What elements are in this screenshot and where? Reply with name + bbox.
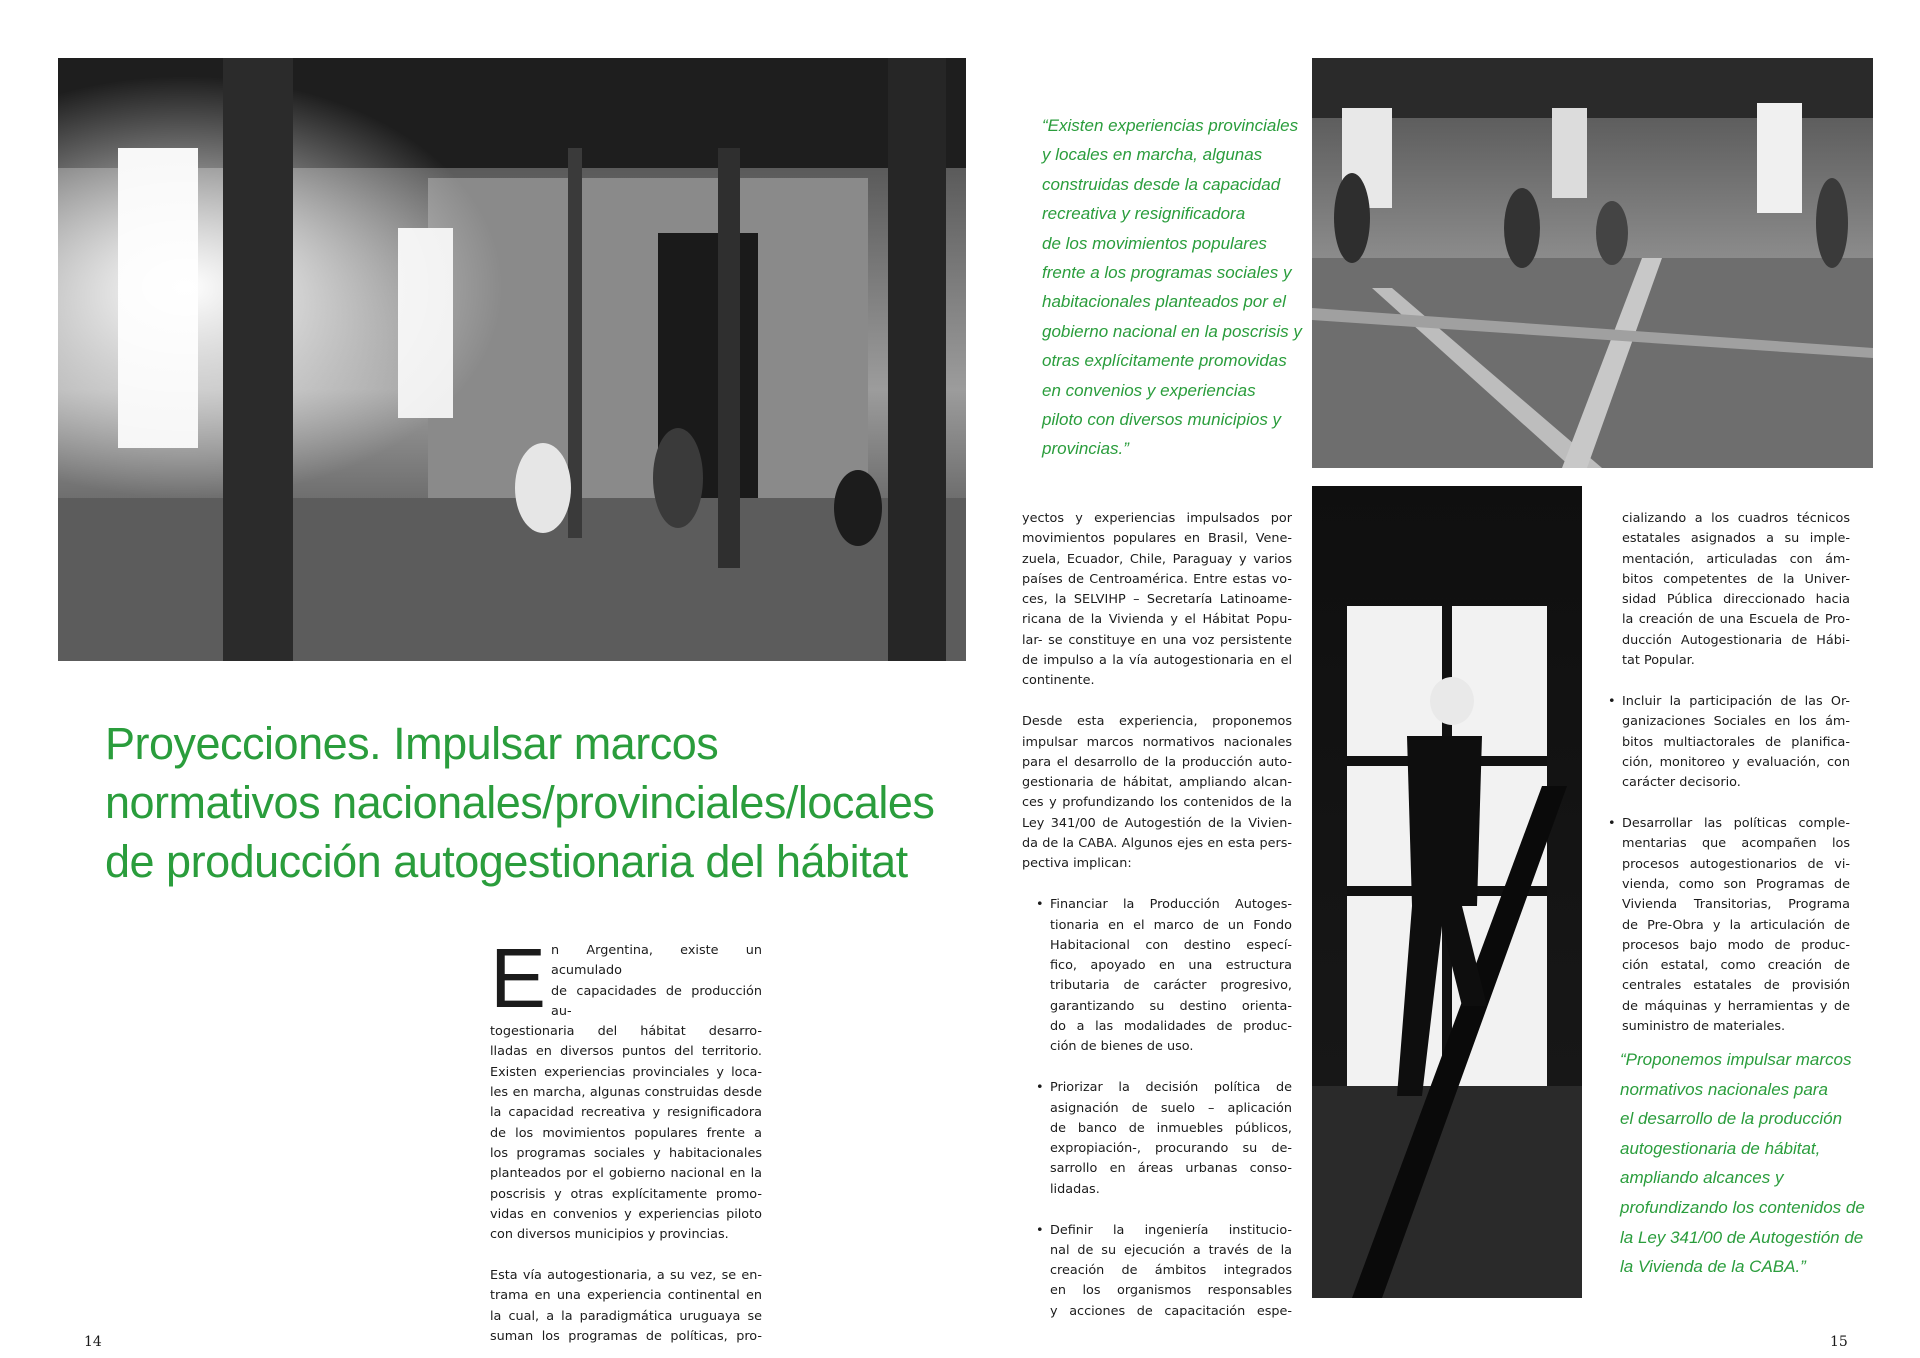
quote-line: provincias.” bbox=[1042, 439, 1129, 459]
text-line: tionaria en el marco de un Fondo bbox=[1050, 917, 1292, 933]
workers-building-floor-photo bbox=[1312, 58, 1873, 468]
text-line: cializando a los cuadros técnicos bbox=[1622, 511, 1850, 526]
text-line: la capacidad recreativa y resignificadora bbox=[490, 1105, 762, 1121]
quote-line: recreativa y resignificadora bbox=[1042, 204, 1246, 224]
text-line: les en marcha, algunas construidas desde bbox=[490, 1085, 762, 1101]
quote-line: “Existen experiencias provinciales bbox=[1042, 116, 1299, 135]
text-line: lar- se constituye en una voz persistente bbox=[1022, 632, 1292, 648]
text-line: • Priorizar la decisión política de bbox=[1036, 1078, 1292, 1098]
text-line: la cual, a la paradigmática uruguaya se bbox=[490, 1308, 762, 1324]
text-line: planteados por el gobierno nacional en la bbox=[490, 1166, 762, 1182]
text-line: n Argentina, existe un acumulado bbox=[551, 943, 762, 979]
center-column bbox=[1022, 509, 1292, 1322]
bullet-item bbox=[1608, 814, 1850, 1037]
page-number-left: 14 bbox=[84, 1334, 102, 1350]
text-line: de los movimientos populares frente a bbox=[490, 1125, 762, 1141]
text-line: y acciones de capacitación espe- bbox=[1050, 1303, 1292, 1319]
text-line: ción, monitoreo y evaluación, con bbox=[1622, 754, 1850, 770]
text-line: • Financiar la Producción Autoges- bbox=[1036, 895, 1292, 915]
text-line: bitos multiactorales de planifica- bbox=[1622, 734, 1850, 750]
bullet-item bbox=[1022, 1078, 1292, 1200]
text-line: movimientos populares en Brasil, Vene- bbox=[1022, 531, 1292, 547]
text-line: togestionaria del hábitat desarro- bbox=[490, 1024, 762, 1040]
text-line: asignación de suelo – aplicación bbox=[1050, 1100, 1292, 1116]
text-line: tributaria de carácter progresivo, bbox=[1050, 978, 1292, 994]
text-line: de máquinas y herramientas y de bbox=[1622, 998, 1850, 1014]
text-line: procesos autogestionarios de vi- bbox=[1622, 856, 1850, 872]
text-line: ganizaciones Sociales en los ám- bbox=[1622, 714, 1850, 730]
text-line: vienda, como son Programas de bbox=[1622, 876, 1850, 892]
text-line: vidas en convenios y experiencias piloto bbox=[490, 1206, 762, 1222]
text-line: la creación de una Escuela de Pro- bbox=[1622, 612, 1850, 628]
quote-line: y locales en marcha, algunas bbox=[1042, 145, 1263, 165]
text-line: pectiva implican: bbox=[1022, 856, 1132, 872]
text-line: lidadas. bbox=[1050, 1181, 1100, 1197]
text-line: Ley 341/00 de Autogestión de la Vivien- bbox=[1022, 815, 1292, 831]
text-line: de capacidades de producción au- bbox=[551, 983, 762, 1019]
text-line: tat Popular. bbox=[1622, 653, 1695, 669]
text-line: ción de bienes de uso. bbox=[1050, 1039, 1194, 1055]
text-line: • Desarrollar las políticas comple- bbox=[1608, 814, 1850, 834]
text-line: ces, la SELVIHP – Secretaría Latinoame- bbox=[1022, 592, 1292, 608]
text-line: países de Centroamérica. Entre estas vo- bbox=[1022, 571, 1292, 587]
text-line: de Pre-Obra y la articulación de bbox=[1622, 917, 1850, 933]
pull-quote-bottom bbox=[1620, 1045, 1865, 1282]
bullet-item bbox=[1608, 692, 1850, 793]
text-line: ción estatal, como creación de bbox=[1622, 958, 1850, 974]
quote-line: la Ley 341/00 de Autogestión de bbox=[1620, 1227, 1864, 1247]
text-line: lladas en diversos puntos del territorio. bbox=[490, 1044, 762, 1060]
text-line: mentarias que acompañen los bbox=[1622, 836, 1850, 852]
text-line: Habitacional con destino especí- bbox=[1050, 937, 1292, 953]
quote-line: en convenios y experiencias bbox=[1042, 380, 1256, 400]
text-line: continente. bbox=[1022, 673, 1095, 689]
text-line: fico, apoyado en una estructura bbox=[1050, 958, 1292, 974]
quote-line: profundizando los contenidos de bbox=[1620, 1197, 1865, 1217]
quote-line: ampliando alcances y bbox=[1620, 1168, 1784, 1188]
text-line: poscrisis y otras explícitamente promo- bbox=[490, 1186, 762, 1202]
page-number-right: 15 bbox=[1830, 1334, 1848, 1350]
quote-line: piloto con diversos municipios y bbox=[1042, 410, 1282, 430]
text-line: gestionaria de hábitat, ampliando alcan- bbox=[1022, 775, 1292, 791]
text-line: ricana de la Vivienda y el Hábitat Popu- bbox=[1022, 612, 1292, 628]
text-line: ces y profundizando los contenidos de la bbox=[1022, 795, 1292, 811]
worker-climbing-ladder-photo bbox=[1312, 486, 1582, 1298]
heading-line: Proyecciones. Impulsar marcos bbox=[105, 718, 719, 769]
quote-line: gobierno nacional en la poscrisis y bbox=[1042, 321, 1302, 341]
intro-first-lines bbox=[490, 931, 762, 1042]
text-line: carácter decisorio. bbox=[1622, 775, 1741, 791]
factory-interior-workers-photo bbox=[58, 58, 966, 661]
text-line: • Definir la ingeniería institucio- bbox=[1036, 1221, 1292, 1241]
text-line: mentación, articuladas con ám- bbox=[1622, 551, 1850, 567]
right-column bbox=[1608, 509, 1850, 1037]
text-line: de banco de inmuebles públicos, bbox=[1050, 1120, 1292, 1136]
continued-bullet bbox=[1608, 509, 1850, 671]
text-line: con diversos municipios y provincias. bbox=[490, 1227, 729, 1243]
text-line: zuela, Ecuador, Chile, Paraguay y varios bbox=[1022, 551, 1292, 567]
quote-line: otras explícitamente promovidas bbox=[1042, 351, 1287, 371]
quote-line: “Proponemos impulsar marcos bbox=[1620, 1050, 1852, 1069]
text-line: sidad Pública direccionado hacia bbox=[1622, 592, 1850, 608]
bullet-item bbox=[1022, 895, 1292, 1057]
quote-line: frente a los programas sociales y bbox=[1042, 263, 1292, 283]
text-line: estatales asignados a su imple- bbox=[1622, 531, 1850, 547]
text-line: los programas sociales y habitacionales bbox=[490, 1145, 762, 1161]
text-line: sarrollo en áreas urbanas conso- bbox=[1050, 1161, 1292, 1177]
text-line: expropiación-, procurando su de- bbox=[1050, 1141, 1292, 1157]
text-line: creación de ámbitos integrados bbox=[1050, 1263, 1292, 1279]
pull-quote-top bbox=[1042, 111, 1302, 464]
text-line: suman los programas de políticas, pro- bbox=[490, 1328, 762, 1344]
text-line: centrales estatales de provisión bbox=[1622, 978, 1850, 994]
text-line: yectos y experiencias impulsados por bbox=[1022, 511, 1292, 526]
article-heading bbox=[105, 714, 935, 891]
drop-cap: E bbox=[490, 931, 547, 1025]
text-line: en los organismos responsables bbox=[1050, 1283, 1292, 1299]
text-line: procesos bajo modo de produc- bbox=[1622, 937, 1850, 953]
bullet-item bbox=[1022, 1221, 1292, 1322]
quote-line: habitacionales planteados por el bbox=[1042, 292, 1286, 312]
text-line: ducción Autogestionaria de Hábi- bbox=[1622, 632, 1850, 648]
text-line: • Incluir la participación de las Or- bbox=[1608, 692, 1850, 712]
quote-line: construidas desde la capacidad bbox=[1042, 174, 1281, 194]
text-line: de impulso a la vía autogestionaria en el bbox=[1022, 653, 1292, 669]
quote-line: el desarrollo de la producción bbox=[1620, 1109, 1843, 1129]
text-line: Esta vía autogestionaria, a su vez, se en- bbox=[490, 1268, 762, 1284]
text-line: impulsar marcos normativos nacionales bbox=[1022, 734, 1292, 750]
text-line: garantizando su destino orienta- bbox=[1050, 998, 1292, 1014]
heading-line: de producción autogestionaria del hábitat bbox=[105, 836, 908, 887]
text-line: Existen experiencias provinciales y loca- bbox=[490, 1064, 762, 1080]
heading-line: normativos nacionales/provinciales/locales bbox=[105, 777, 935, 828]
text-line: Vivienda Transitorias, Programa bbox=[1622, 897, 1850, 913]
text-line: Desde esta experiencia, proponemos bbox=[1022, 714, 1292, 730]
text-line: para el desarrollo de la producción auto- bbox=[1022, 754, 1292, 770]
quote-line: normativos nacionales para bbox=[1620, 1079, 1828, 1099]
intro-column bbox=[490, 931, 762, 1347]
text-line: nal de su ejecución a través de la bbox=[1050, 1242, 1292, 1258]
text-line: da de la CABA. Algunos ejes en esta pers- bbox=[1022, 836, 1292, 852]
text-line: do a las modalidades de produc- bbox=[1050, 1019, 1292, 1035]
quote-line: de los movimientos populares bbox=[1042, 233, 1267, 253]
text-line: bitos competentes de la Univer- bbox=[1622, 571, 1850, 587]
quote-line: autogestionaria de hábitat, bbox=[1620, 1138, 1821, 1158]
quote-line: la Vivienda de la CABA.” bbox=[1620, 1257, 1806, 1277]
text-line: suministro de materiales. bbox=[1622, 1019, 1786, 1035]
text-line: trama en una experiencia continental en bbox=[490, 1288, 762, 1304]
